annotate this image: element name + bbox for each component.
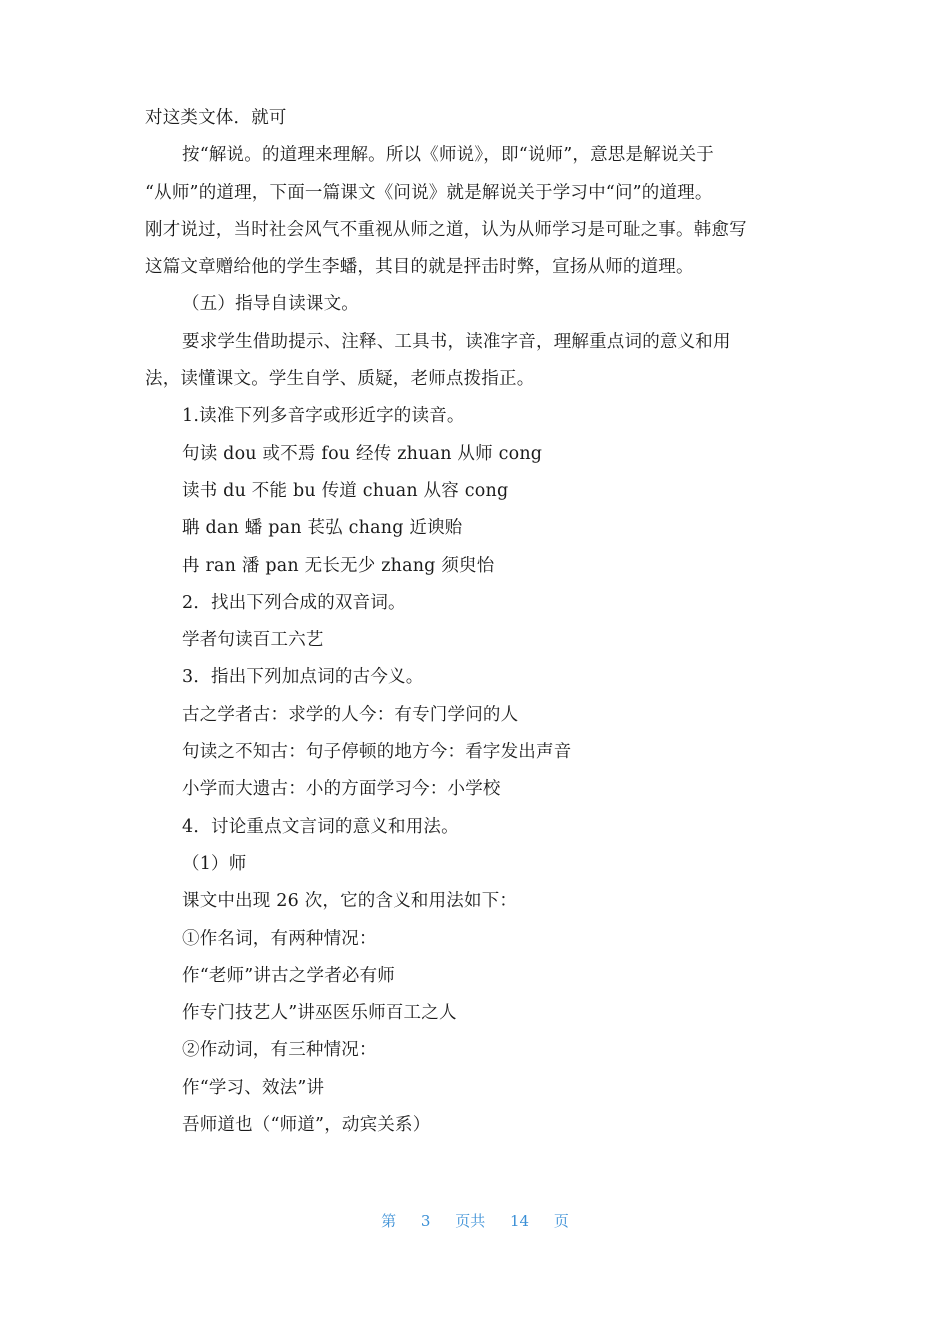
text-line: 要求学生借助提示、注释、工具书，读准字音，理解重点词的意义和用: [182, 331, 731, 352]
text-line: 学者句读百工六艺: [182, 630, 324, 651]
text-line: 1.读准下列多音字或形近字的读音。: [182, 406, 465, 427]
text-line: 2．找出下列合成的双音词。: [182, 592, 406, 613]
text-line: 法，读懂课文。学生自学、质疑，老师点拨指正。: [145, 369, 535, 390]
page-number-prefix: 第: [381, 1212, 397, 1230]
text-line: 按“解说。的道理来理解。所以《师说》，即“说师”，意思是解说关于: [182, 145, 714, 166]
text-line: 课文中出现 26 次，它的含义和用法如下：: [182, 891, 518, 912]
section-heading: （五）指导自读课文。: [182, 294, 359, 315]
page-number-middle: 页共: [455, 1212, 486, 1230]
text-line: 聃 dan 蟠 pan 苌弘 chang 近谀贻: [182, 518, 463, 539]
text-line: 作专门技艺人”讲巫医乐师百工之人: [182, 1003, 457, 1024]
text-line: 刚才说过，当时社会风气不重视从师之道，认为从师学习是可耻之事。韩愈写: [145, 219, 747, 240]
text-line: 作“老师”讲古之学者必有师: [182, 965, 395, 986]
text-line: 这篇文章赠给他的学生李蟠，其目的就是抨击时弊，宣扬从师的道理。: [145, 257, 694, 278]
text-line: ②作动词，有三种情况：: [182, 1040, 377, 1061]
text-line: 句读 dou 或不焉 fou 经传 zhuan 从师 cong: [182, 443, 543, 464]
text-line: 小学而大遗古：小的方面学习今：小学校: [182, 779, 501, 800]
document-body: [145, 100, 805, 1144]
page-footer: [0, 1210, 950, 1231]
text-line: “从师”的道理，下面一篇课文《问说》就是解说关于学习中“问”的道理。: [145, 182, 713, 203]
text-line: 作“学习、效法”讲: [182, 1077, 325, 1098]
page-number-suffix: 页: [553, 1212, 569, 1230]
text-line: 古之学者古：求学的人今：有专门学问的人: [182, 704, 519, 725]
text-line: 读书 du 不能 bu 传道 chuan 从容 cong: [182, 480, 509, 501]
text-line: 吾师道也（“师道”，动宾关系）: [182, 1115, 431, 1136]
text-line: 冉 ran 潘 pan 无长无少 zhang 须臾怡: [182, 555, 495, 576]
text-line: （1）师: [182, 853, 247, 874]
text-line: 句读之不知古：句子停顿的地方今：看字发出声音: [182, 742, 572, 763]
text-line: 4．讨论重点文言词的意义和用法。: [182, 816, 459, 837]
page-number-current: 3: [420, 1212, 431, 1230]
page-number-total: 14: [510, 1212, 530, 1230]
text-line: 对这类文体．就可: [145, 108, 287, 128]
text-line: 3．指出下列加点词的古今义。: [182, 667, 424, 688]
text-line: ①作名词，有两种情况：: [182, 928, 377, 949]
